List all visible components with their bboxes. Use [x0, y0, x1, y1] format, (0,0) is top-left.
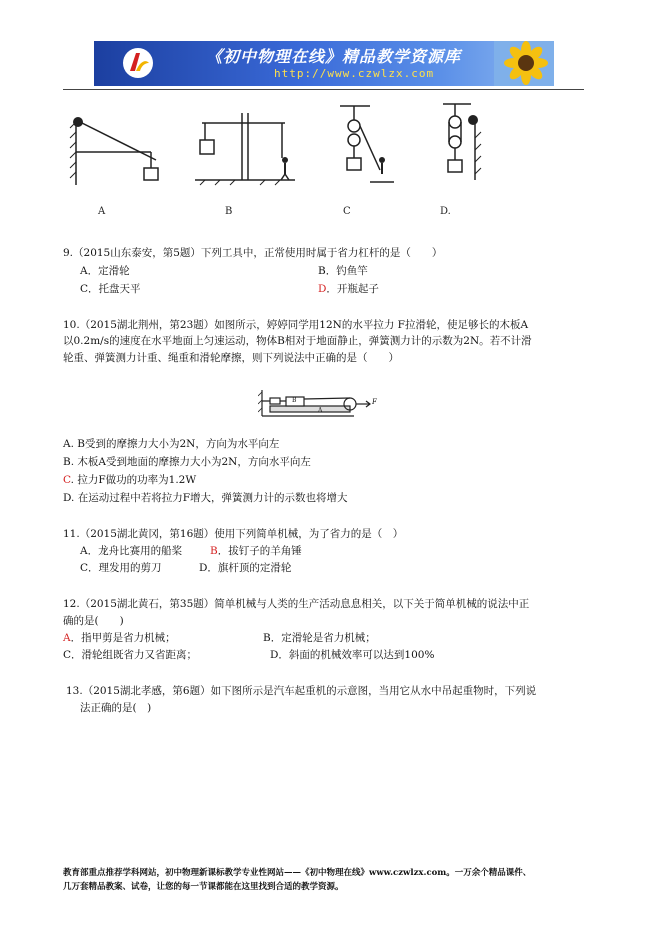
q13-stem-line-1: 13.（2015湖北孝感，第6题）如下图所示是汽车起重机的示意图，当用它从水中吊起重物时，下列说 — [66, 685, 537, 697]
q12-option-b[interactable]: B．定滑轮是省力机械； — [263, 632, 376, 644]
footer-line-1: 教育部重点推荐学科网站，初中物理新课标教学专业性网站——《初中物理在线》www.czwlzx.com。一万余个精品课件、 — [63, 868, 532, 878]
machine-figure-c — [330, 100, 400, 190]
banner-title: 《初中物理在线》精品教学资源库 — [206, 47, 462, 66]
q10-option-d[interactable]: D. 在运动过程中若将拉力F增大，弹簧测力计的示数也将增大 — [63, 492, 348, 504]
q11-option-a[interactable]: A．龙舟比赛用的船桨 — [80, 545, 183, 557]
q9-stem: 9.（2015山东泰安，第5题）下列工具中，正常使用时属于省力杠杆的是（ ） — [63, 247, 443, 259]
q10-option-c[interactable]: C. 拉力F做功的功率为1.2W — [63, 474, 197, 486]
q10-stem-line-2: 以0.2m/s的速度在水平地面上匀速运动，物体B相对于地面静止，弹簧测力计的示数为2N。若不计滑 — [63, 335, 532, 347]
q12-option-d[interactable]: D．斜面的机械效率可以达到100% — [270, 649, 435, 661]
q11-stem: 11.（2015湖北黄冈，第16题）使用下列简单机械，为了省力的是（ ） — [63, 528, 404, 540]
q9-option-b[interactable]: B．钓鱼竿 — [318, 265, 368, 277]
q11-option-b[interactable]: B．拔钉子的羊角锤 — [210, 545, 302, 557]
q10-label-b: B — [292, 397, 297, 404]
q11-option-d[interactable]: D．旗杆顶的定滑轮 — [199, 562, 292, 574]
banner-url[interactable]: http://www.czwlzx.com — [274, 67, 435, 80]
q12-stem-line-1: 12.（2015湖北黄石，第35题）简单机械与人类的生产活动息息相关，以下关于简单机械的说法中正 — [63, 598, 530, 610]
q10-stem-line-3: 轮重、弹簧测力计重、绳重和滑轮摩擦，则下列说法中正确的是（ ） — [63, 352, 399, 364]
q10-label-f: F — [372, 398, 377, 406]
q10-option-b[interactable]: B. 木板A受到地面的摩擦力大小为2N，方向水平向左 — [63, 456, 311, 468]
q10-stem-line-1: 10.（2015湖北荆州，第23题）如图所示，婷婷同学用12N的水平拉力 F拉滑轮，使足够长的木板A — [63, 319, 529, 331]
header-divider — [63, 89, 584, 90]
q10-option-a[interactable]: A. B受到的摩擦力大小为2N，方向为水平向左 — [63, 438, 280, 450]
q13-stem-line-2: 法正确的是( ) — [80, 702, 152, 714]
machine-figure-b — [190, 108, 300, 188]
figure-label-c: C — [343, 206, 351, 217]
figure-label-b: B — [225, 206, 233, 217]
site-logo-icon — [122, 47, 154, 79]
machine-figure-a — [66, 110, 166, 190]
q9-option-d[interactable]: D．开瓶起子 — [318, 283, 379, 295]
header-banner — [94, 41, 554, 86]
figure-label-d: D. — [440, 206, 451, 217]
machine-figure-d — [435, 98, 505, 188]
q12-stem-line-2: 确的是( ) — [63, 615, 124, 627]
q11-option-c[interactable]: C．理发用的剪刀 — [80, 562, 162, 574]
page-footer — [63, 866, 603, 894]
sunflower-icon — [494, 41, 554, 86]
q12-option-a[interactable]: A．指甲剪是省力机械； — [63, 632, 176, 644]
figure-label-a: A — [98, 206, 106, 217]
q9-option-c[interactable]: C．托盘天平 — [80, 283, 141, 295]
footer-line-2: 几万套精品教案、试卷，让您的每一节课都能在这里找到合适的教学资源。 — [63, 882, 344, 892]
q10-label-a: A — [318, 407, 323, 414]
q9-option-a[interactable]: A．定滑轮 — [80, 265, 130, 277]
q12-option-c[interactable]: C．滑轮组既省力又省距离； — [63, 649, 198, 661]
